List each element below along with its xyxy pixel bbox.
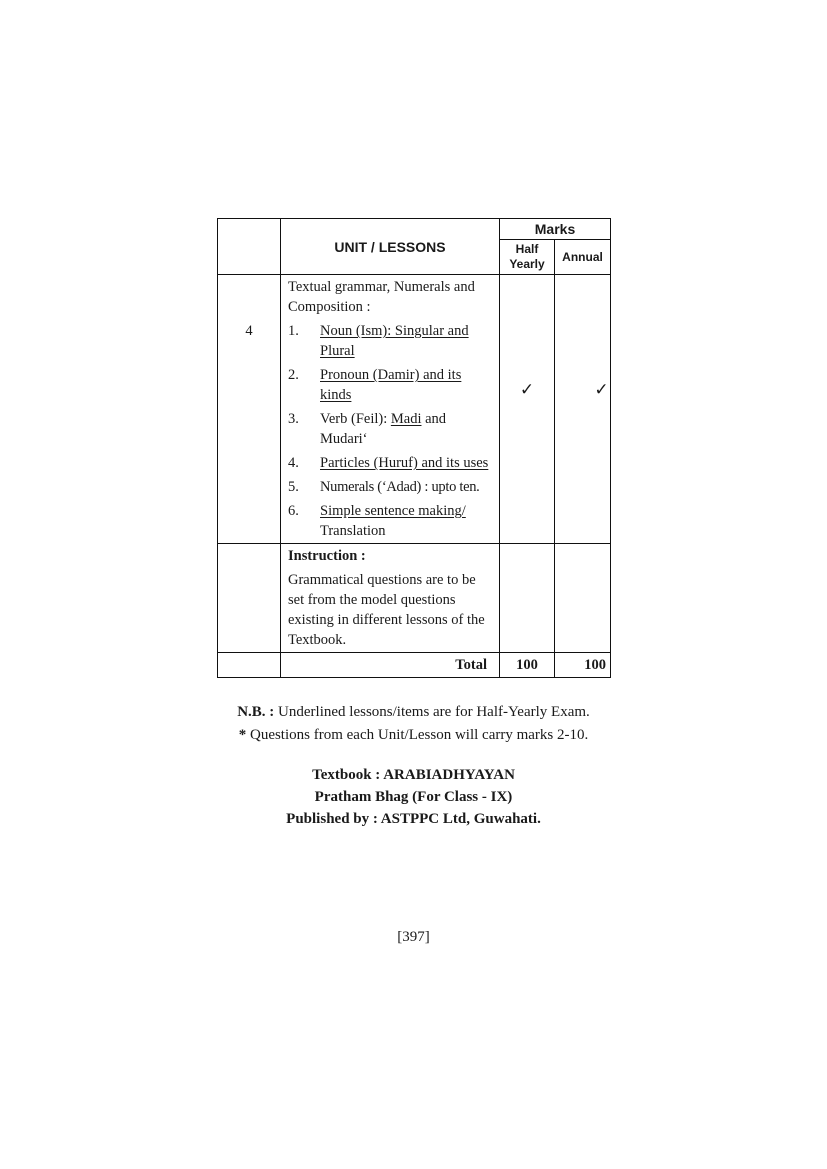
list-item: 5. Numerals (‘Adad) : upto ten. <box>288 477 495 497</box>
lesson-cell <box>281 275 500 544</box>
instruction-row <box>218 544 611 653</box>
list-item: 6. Simple sentence making/ Translation <box>288 501 495 541</box>
annual-tick-cell <box>555 275 611 544</box>
textbook-part: Pratham Bhag (For Class - IX) <box>314 789 513 805</box>
nb-note: N.B. : Underlined lessons/items are for Half-Yearly Exam. <box>237 704 590 720</box>
instruction-body: Grammatical questions are to be set from the model questions existing in different lessons of the Textbook. <box>288 572 485 648</box>
list-item: 2. Pronoun (Damir) and its kinds <box>288 365 495 405</box>
total-label: Total <box>281 653 500 678</box>
list-item: 3. Verb (Feil): Madi and Mudari‘ <box>288 409 495 449</box>
lesson-list <box>288 321 495 541</box>
marks-note: * Questions from each Unit/Lesson will carry marks 2-10. <box>238 727 589 743</box>
check-icon: ✓ <box>594 380 609 400</box>
unit-number-cell <box>218 275 281 544</box>
total-half-yearly: 100 <box>500 653 555 678</box>
total-annual: 100 <box>555 653 611 678</box>
instruction-cell <box>281 544 500 653</box>
header-annual: Annual <box>555 240 611 275</box>
instruction-title: Instruction : <box>288 548 366 564</box>
unit-number: 4 <box>245 323 253 339</box>
textbook-info <box>0 764 827 830</box>
syllabus-table <box>217 218 611 678</box>
lesson-item-text: Simple sentence making/ Translation <box>320 503 466 539</box>
unit-intro: Textual grammar, Numerals and Composition : <box>288 279 475 315</box>
textbook-title: Textbook : ARABIADHYAYAN <box>312 767 515 783</box>
header-unit-lessons: UNIT / LESSONS <box>281 219 500 275</box>
half-yearly-tick-cell <box>500 275 555 544</box>
lesson-item-text: Numerals (‘Adad) : upto ten. <box>320 479 480 495</box>
header-blank-cell <box>218 219 281 275</box>
header-marks: Marks <box>500 219 611 240</box>
publisher: Published by : ASTPPC Ltd, Guwahati. <box>286 811 541 827</box>
total-row <box>218 653 611 678</box>
lesson-item-text: Pronoun (Damir) and its kinds <box>320 367 462 403</box>
check-icon: ✓ <box>519 380 535 400</box>
unit-row <box>218 275 611 544</box>
lesson-item-text: Particles (Huruf) and its uses <box>320 455 489 471</box>
lesson-item-text: Verb (Feil): Madi and Mudari‘ <box>320 411 447 447</box>
list-item: 1. Noun (Ism): Singular and Plural <box>288 321 495 361</box>
lesson-item-text: Noun (Ism): Singular and Plural <box>320 323 469 359</box>
header-half-yearly: Half Yearly <box>500 240 555 275</box>
list-item: 4. Particles (Huruf) and its uses <box>288 453 495 473</box>
page-number: [397] <box>397 929 430 945</box>
